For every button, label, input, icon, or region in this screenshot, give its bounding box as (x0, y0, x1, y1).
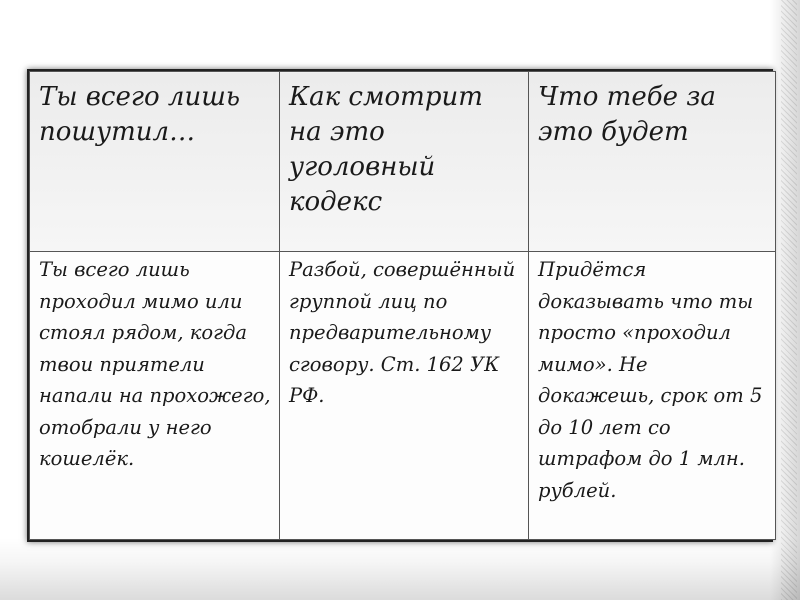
table (29, 71, 776, 540)
header-cell-joke (30, 72, 280, 252)
body-text-penalty: Придётся доказывать что ты просто «проходил мимо». Не докажешь, срок от 5 до 10 лет со штрафом до 1 млн. рублей. (538, 258, 763, 502)
body-cell-penalty (529, 252, 776, 540)
header-cell-consequences (529, 72, 776, 252)
body-cell-situation (30, 252, 280, 540)
header-text-criminal-code: Как смотрит на это уголовный кодекс (289, 82, 483, 217)
comparison-table (27, 69, 773, 542)
body-cell-article (280, 252, 529, 540)
header-text-consequences: Что тебе за это будет (538, 82, 716, 147)
table-row (30, 252, 776, 540)
hatch-pattern (781, 0, 797, 600)
body-text-situation: Ты всего лишь проходил мимо или стоял рядом, когда твои приятели напали на прохожего, отобрали у него кошелёк. (39, 258, 271, 470)
body-text-article: Разбой, совершённый группой лиц по предварительному сговору. Ст. 162 УК РФ. (289, 258, 516, 407)
header-row (30, 72, 776, 252)
header-text-joke: Ты всего лишь пошутил… (39, 82, 241, 147)
bottom-shadow (0, 538, 800, 600)
header-cell-criminal-code (280, 72, 529, 252)
